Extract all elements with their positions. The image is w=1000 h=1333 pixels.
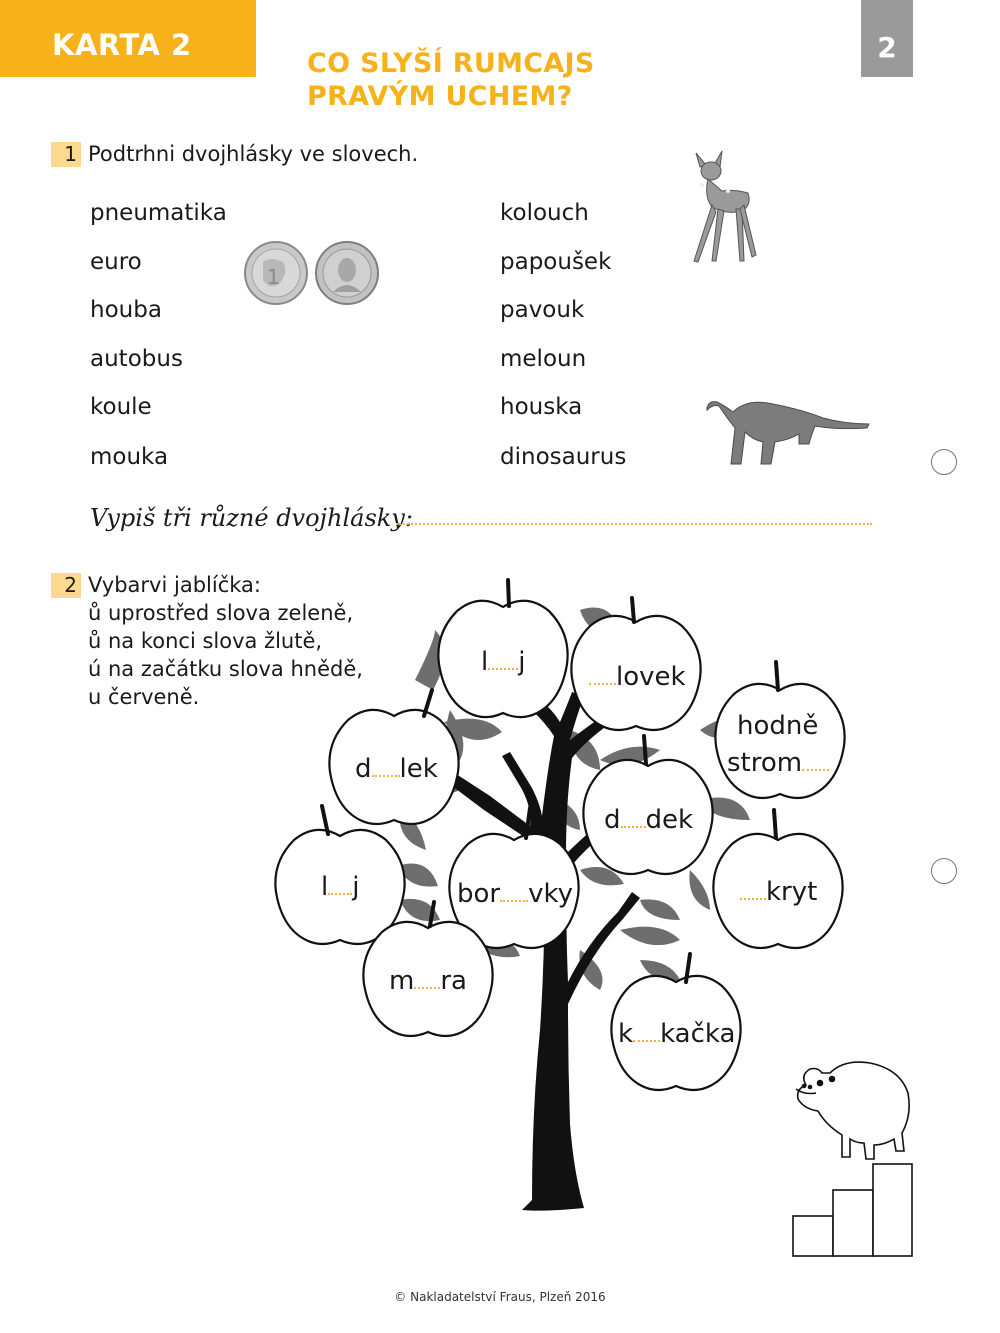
blank-slot[interactable] — [633, 1036, 660, 1042]
task-number: 2 — [51, 573, 81, 598]
apple-word[interactable]: m ra — [389, 966, 467, 996]
title-line-2: PRAVÝM UCHEM? — [307, 81, 573, 112]
apple-word[interactable]: l j — [481, 647, 526, 677]
blank-slot[interactable] — [414, 983, 440, 989]
apple-word[interactable]: bor vky — [457, 879, 574, 909]
word-item[interactable]: kolouch — [500, 200, 589, 226]
page-number: 2 — [861, 0, 913, 77]
instruction-line: Vybarvi jablíčka: — [88, 573, 261, 597]
word-item[interactable]: pneumatika — [90, 200, 227, 226]
word-item[interactable]: koule — [90, 394, 152, 420]
apple-word[interactable]: d lek — [355, 754, 438, 784]
instruction-line: ů uprostřed slova zeleně, — [88, 601, 354, 625]
word-item[interactable]: papoušek — [500, 249, 612, 275]
instruction-line: ú na začátku slova hnědě, — [88, 657, 363, 681]
word-item[interactable]: meloun — [500, 346, 587, 372]
word-item[interactable]: houba — [90, 297, 162, 323]
apple-word[interactable]: d dek — [604, 805, 694, 835]
svg-text:1: 1 — [267, 265, 280, 289]
blank-slot[interactable] — [802, 765, 829, 771]
word-item[interactable]: autobus — [90, 346, 183, 372]
blank-slot[interactable] — [488, 664, 518, 670]
task-instruction: Podtrhni dvojhlásky ve slovech. — [88, 142, 419, 166]
steps-icon — [793, 1164, 912, 1256]
blank-slot[interactable] — [740, 894, 766, 900]
apple-word[interactable]: kryt — [740, 877, 817, 907]
card-label: KARTA 2 — [52, 28, 192, 62]
instruction-line: u červeně. — [88, 685, 200, 709]
apple-word[interactable]: lovek — [589, 662, 686, 692]
word-item[interactable]: dinosaurus — [500, 444, 627, 470]
task-number: 1 — [51, 142, 81, 167]
blank-slot[interactable] — [372, 771, 400, 777]
copyright-footer: © Nakladatelství Fraus, Plzeň 2016 — [394, 1290, 606, 1304]
blank-slot[interactable] — [621, 822, 646, 828]
blank-slot[interactable] — [500, 896, 528, 902]
title-line-1: CO SLYŠÍ RUMCAJS — [307, 48, 595, 79]
write-prompt: Vypiš tři různé dvojhlásky: — [90, 504, 413, 532]
apple-word[interactable]: k kačka — [618, 1019, 736, 1049]
blank-slot[interactable] — [589, 679, 616, 685]
apple-word-line[interactable]: hodně — [737, 711, 819, 741]
word-item[interactable]: euro — [90, 249, 142, 275]
hippo-icon — [796, 1062, 909, 1159]
word-item[interactable]: pavouk — [500, 297, 585, 323]
instruction-line: ů na konci slova žlutě, — [88, 629, 323, 653]
word-item[interactable]: mouka — [90, 444, 169, 470]
blank-slot[interactable] — [328, 889, 352, 895]
word-item[interactable]: houska — [500, 394, 583, 420]
apple-word[interactable]: l j — [321, 872, 360, 902]
apple-word[interactable]: strom — [727, 748, 829, 778]
hippo-steps-illustration — [790, 1055, 915, 1257]
